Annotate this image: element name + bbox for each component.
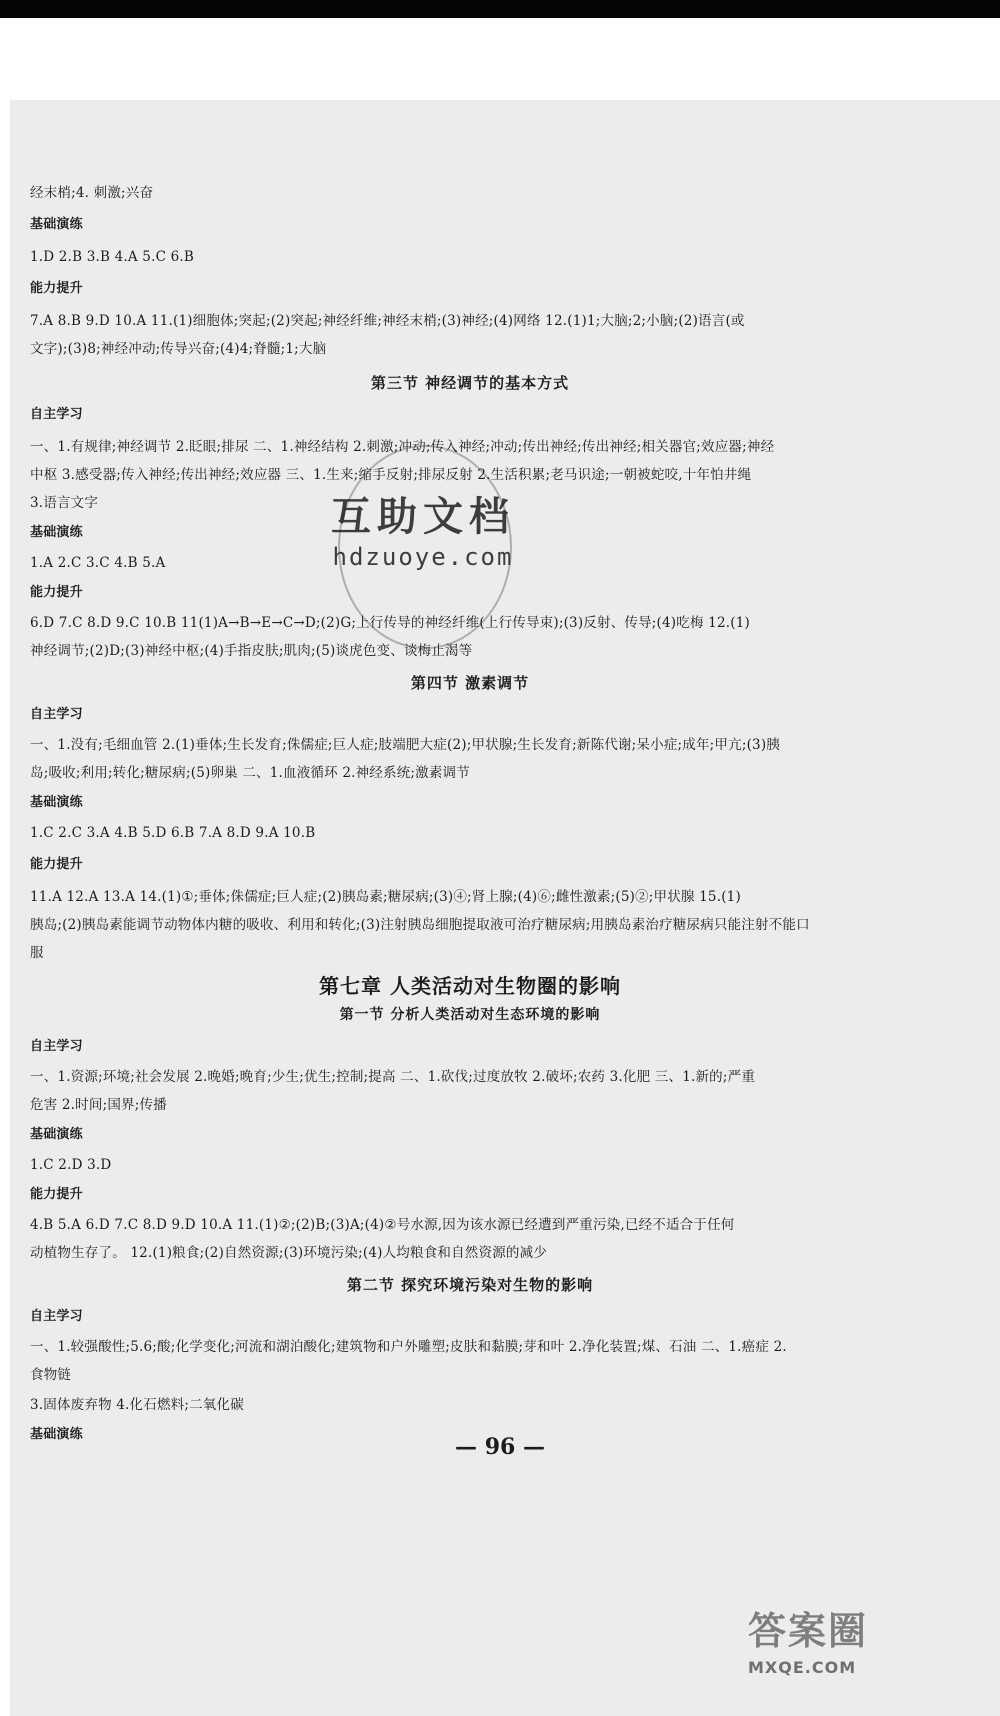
text-line: 经末梢;4. 刺激;兴奋 [30,185,154,201]
stamp-url: hdzuoye.com [332,543,514,571]
label-ability: 能力提升 [30,281,83,296]
text-line: 动植物生存了。 12.(1)粮食;(2)自然资源;(3)环境污染;(4)人均粮食和自然资源的减少 [30,1245,547,1261]
label-self-study: 自主学习 [30,1309,83,1324]
text-line: 危害 2.时间;国界;传播 [30,1097,167,1113]
text-line: 一、1.资源;环境;社会发展 2.晚婚;晚育;少生;优生;控制;提高 二、1.砍伐;过度放牧 2.破坏;农药 3.化肥 三、1.新的;严重 [30,1069,756,1085]
text-line: 一、1.较强酸性;5.6;酸;化学变化;河流和湖泊酸化;建筑物和户外雕塑;皮肤和黏膜;芽和叶 2.净化装置;煤、石油 二、1.癌症 2. [30,1339,787,1355]
text-line: 1.C 2.C 3.A 4.B 5.D 6.B 7.A 8.D 9.A 10.B [30,825,316,841]
label-ability: 能力提升 [30,585,83,600]
label-basic-practice: 基础演练 [30,217,83,232]
top-black-bar [0,0,1000,18]
page-number: — 96 — [455,1434,545,1460]
label-basic-practice: 基础演练 [30,795,83,810]
text-line: 胰岛;(2)胰岛素能调节动物体内糖的吸收、利用和转化;(3)注射胰岛细胞提取液可治疗糖尿病;用胰岛素治疗糖尿病只能注射不能口 [30,917,810,933]
label-basic-practice: 基础演练 [30,1427,83,1442]
label-basic-practice: 基础演练 [30,1127,83,1142]
text-line: 4.B 5.A 6.D 7.C 8.D 9.D 10.A 11.(1)②;(2)B;(3)A;(4)②号水源,因为该水源已经遭到严重污染,已经不适合于任何 [30,1217,735,1233]
text-line: 岛;吸收;利用;转化;糖尿病;(5)卵巢 二、1.血液循环 2.神经系统;激素调节 [30,765,470,781]
stamp-title: 互助文档 [331,494,515,540]
text-line: 1.A 2.C 3.C 4.B 5.A [30,555,166,571]
text-line: 服 [30,945,44,961]
text-line: 11.A 12.A 13.A 14.(1)①;垂体;侏儒症;巨人症;(2)胰岛素;糖尿病;(3)④;肾上腺;(4)⑥;雌性激素;(5)②;甲状腺 15.(1) [30,889,741,905]
section-heading: 第一节 分析人类活动对生态环境的影响 [339,1007,601,1023]
watermark-title: 答案圈 [748,1609,869,1653]
text-line: 3.语言文字 [30,495,99,511]
text-line: 一、1.有规律;神经调节 2.眨眼;排尿 二、1.神经结构 2.刺激;冲动;传入神经;冲动;传出神经;传出神经;相关器官;效应器;神经 [30,439,775,455]
label-ability: 能力提升 [30,857,83,872]
section-heading: 第四节 激素调节 [410,674,530,692]
text-line: 神经调节;(2)D;(3)神经中枢;(4)手指皮肤;肌肉;(5)谈虎色变、谈梅止渴等 [30,643,473,659]
section-heading: 第二节 探究环境污染对生物的影响 [346,1276,594,1294]
text-line: 食物链 [30,1367,72,1383]
label-ability: 能力提升 [30,1187,83,1202]
text-line: 3.固体废弃物 4.化石燃料;二氧化碳 [30,1397,244,1413]
text-line: 中枢 3.感受器;传入神经;传出神经;效应器 三、1.生来;缩手反射;排尿反射 2.生活积累;老马识途;一朝被蛇咬,十年怕井绳 [30,467,752,483]
text-line: 一、1.没有;毛细血管 2.(1)垂体;生长发育;侏儒症;巨人症;肢端肥大症(2);甲状腺;生长发育;新陈代谢;呆小症;成年;甲亢;(3)胰 [30,737,780,753]
text-line: 6.D 7.C 8.D 9.C 10.B 11(1)A→B→E→C→D;(2)G;上行传导的神经纤维(上行传导束);(3)反射、传导;(4)吃梅 12.(1) [30,615,750,631]
label-self-study: 自主学习 [30,707,83,722]
text-line: 1.D 2.B 3.B 4.A 5.C 6.B [30,249,195,265]
text-line: 文字);(3)8;神经冲动;传导兴奋;(4)4;脊髓;1;大脑 [30,341,327,357]
text-line: 7.A 8.B 9.D 10.A 11.(1)细胞体;突起;(2)突起;神经纤维;神经末梢;(3)神经;(4)网络 12.(1)1;大脑;2;小脑;(2)语言(或 [30,313,745,329]
section-heading: 第三节 神经调节的基本方式 [370,374,570,392]
label-basic-practice: 基础演练 [30,525,83,540]
chapter-heading: 第七章 人类活动对生物圈的影响 [319,974,621,998]
watermark-url: MXQE.COM [748,1658,857,1677]
text-line: 1.C 2.D 3.D [30,1157,112,1173]
label-self-study: 自主学习 [30,407,83,422]
corner-watermark [748,1600,908,1677]
label-self-study: 自主学习 [30,1039,83,1054]
hdzuoye-stamp [298,455,548,635]
